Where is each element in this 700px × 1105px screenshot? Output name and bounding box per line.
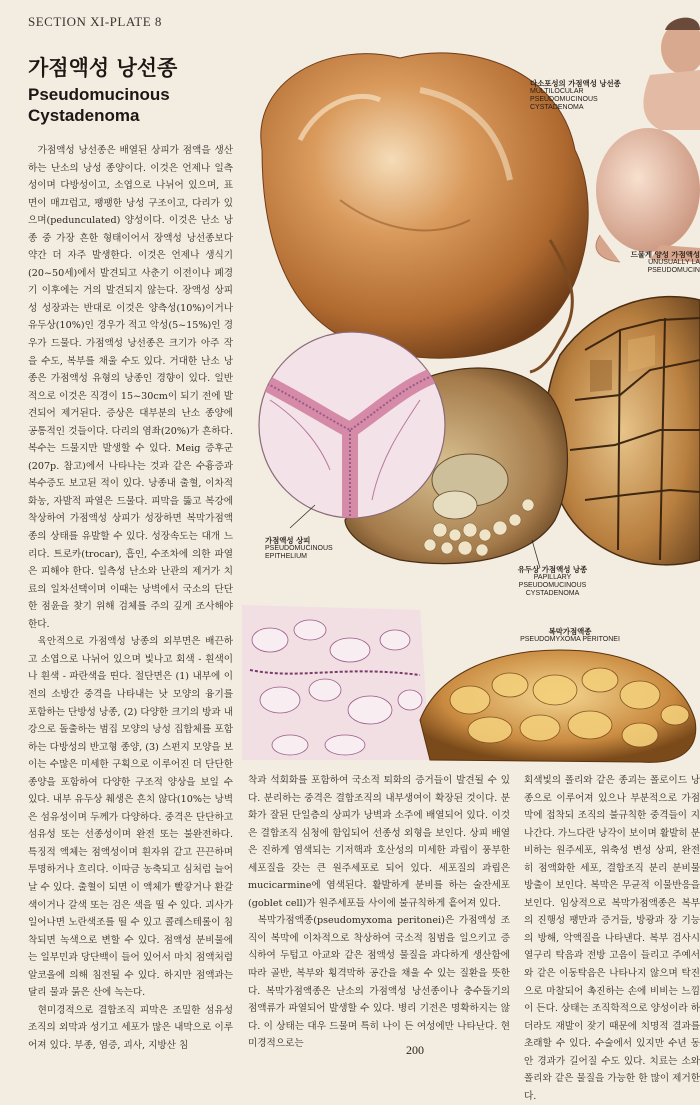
title-korean: 가점액성 낭선종 — [28, 56, 178, 80]
paragraph-microscopic: 현미경적으로 결합조직 피막은 조밀한 섬유성 조직의 외막과 성기고 세포가 많은 내막으로 이루어져 있다. 부종, 염증, 괴사, 지방산 침 — [28, 1004, 233, 1051]
label-multilocular: 다소포성의 가점액성 낭선종 MULTILOCULAR PSEUDOMUCINOUS CYSTADENOMA — [530, 79, 621, 111]
paragraph-continued: 착과 석회화를 포함하여 국소적 퇴화의 증거들이 발견될 수 있다. 분리하는 중격은 결합조직의 내부생여이 확장된 것이다. 분화가 잘된 단일층의 상피가 낭벽과 소주에 배열되어 있다. 이것은 결합조직 심청에 함입되어 선종성 외형을 보인다. 상피 배열은 진하게 염색되는 기저핵과 호산성의 미세한 과립이 풍부한 세포질을 갖는 큰 원주세포로 되어 있다. 세포질의 과립은 mucicarmine에 염색된다. 활발하게 분비를 하는 술잔세포(goblet cell)가 원주세포들 사이에 불규칙하게 흩어져 있다. — [248, 775, 510, 909]
body-column-1 — [28, 142, 233, 1054]
pseudomyxoma-micrograph — [242, 605, 430, 760]
body-column-2 — [248, 772, 510, 1053]
section-header: SECTION XI-PLATE 8 — [28, 14, 162, 29]
label-pseudomyxoma: 복막가점액종 PSEUDOMYXOMA PERITONEI — [520, 627, 620, 643]
paragraph-intro: 가점액성 낭선종은 배열된 상피가 점액을 생산하는 난소의 낭성 종양이다. 이것은 언제나 일측성이며 다방성이고, 소엽으로 나뉘어 있으며, 표면이 매끄럽고, 팽팽한 낭성 구조이고, 다리가 있으며(pedunculated) 양성이다. 이것은 난소 낭종 중 가장 흔한 형태이어서 장액성 낭선종보다 약간 더 자주 발생한다. 이것은 언제나 생식기(20~50세)에서 발견되고 사춘기 이전이나 폐경기 이후에는 거의 발견되지 않는다. 장액성 상피성 성장과는 반대로 이것은 양측성(10%)이거나 유두상(10%)인 경우가 적고 악성(5~15%)인 경우가 드물다. 가점액성 낭선종은 크기가 아주 작을 수도, 복부를 채울 수도 있다. 거대한 난소 낭종은 가점액성 유형의 낭종인 경향이 있다. 일반적으로 이것은 직경이 15~30cm이 되기 전에 발견되어 제거된다. 증상은 대부분의 난소 종양에 공통적인 것들이다. 다리의 염좌(20%)가 흔하다. 복수는 드물지만 발생할 수 있다. Meig 증후군(207p. 참고)에서 나타나는 것과 같은 수흉증과 복수증도 보고된 적이 있다. 낭종내 출혈, 이차적 화농, 자발적 파열은 드물다. 피막을 뚫고 복강에 착상하여 가점액성 상피가 성장하면 복막가점액종의 상태를 유발할 수 있다. 성장속도는 대개 느리다. 트로카(trocar), 흡인, 수조차에 의한 파열은 피해야 한다. 일측성 난소와 난관의 제거가 치료의 일차선택이며 이때는 낭벽에서 국소의 단단한 점윤을 찾기 위해 검체를 주의 깊게 조사해야 한다. — [28, 145, 233, 630]
epithelium-leader-line — [290, 505, 315, 528]
label-unusual: 드물게 양성 가점액성 UNUSUALLY LA PSEUDOMUCIN — [630, 251, 700, 274]
title-english-line1: Pseudomucinous — [28, 85, 170, 104]
title-english — [28, 84, 170, 126]
pseudomyxoma-mass — [420, 650, 696, 762]
paragraph-gross: 육안적으로 가점액성 낭종의 외부면은 배끈하고 소엽으로 나뉘어 있으며 빛나고 회색 - 흰색이나 흰색 - 파란색을 띤다. 절단면은 (1) 내부에 이전의 소방간 중격을 나타내는 낫 모양의 융기를 포함하는 단방성 낭종, (2) 다양한 크기의 방과 내강으로 돌출하는 범집 모양의 낭성 집합체를 포함하는 다방성의 반고형 종양, (3) 스펀지 모양을 보이는 수많은 미세한 구획으로 이루어진 더 단단한 종양을 포함하여 다양한 구조적 양상을 보일 수 있다. 내부 유두상 췌생은 흔치 않다(10%는 낭벽은 섬유성이며 두께가 다양하다. 중격은 단단하고 섬유성 또는 선종성이며 완전 또는 불완전하다. 특징적 액체는 점액성이며 흰자위 같고 끈끈하며 투명하거나 흐리다. 이따금 농축되고 심처럼 늘어날 수 있다. 출혈이 되면 이 액체가 빨갛거나 환갈색이거나 갈색 또는 검은 색을 띨 수 있다. 괴사가 일어나면 노란색조를 띨 수 있고 콜레스테롤이 침착되면 녹색으로 변할 수 있다. 점액성 분비물에는 일부민과 당단백이 들어 있어서 마치 점액처럼 알코올에 의해 침전될 수 있다. 하지만 점액과는 달리 물과 묽은 산에 녹는다. — [28, 636, 233, 999]
body-column-3 — [524, 772, 700, 1105]
paragraph-clinical: 회색빛의 폴리와 같은 종괴는 폴로이드 낭종으로 이루어져 있으나 부분적으로 가점막에 접착되 조직의 불규칙한 중격들이 지나간다. 가느다란 낭각이 보이며 활발히 분비하는 원주세포, 위축성 변성 상피, 완전히 점액화한 세포, 결합조직 분리 분비물 방출이 보인다. 복막은 무균적 이물반응을 보인다. 임상적으로 복막가점액종은 복부의 진행성 팽만과 증거들, 방광과 장 기능의 방해, 악액질을 나타낸다. 복부 검사시 열구리 탁음과 전방 고음이 들리고 주예서와 같은 이동탁음은 나타나지 않으며 탁진으로 마찰되어 촉진하는 손에 비비는 느낌이 든다. 상태는 조직학적으로 양성이라 하더라도 재발이 잦기 때문에 치명적 결과를 초래할 수 있다. 수술에서 있지만 수년 동안 경과가 길어질 수도 있다. 치료는 소와 폴리와 같은 물질을 가능한 한 많이 제거한다. — [524, 775, 700, 1102]
patient-figure — [596, 18, 700, 262]
title-english-line2: Cystadenoma — [28, 106, 140, 125]
label-epithelium: 가점액성 상피 PSEUDOMUCINOUS EPITHELIUM — [265, 536, 333, 560]
page-number: 200 — [406, 1043, 424, 1057]
papillary-leader-line — [532, 540, 540, 568]
label-papillary: 유두상 가점액성 낭종 PAPILLARY PSEUDOMUCINOUS CYSTADENOMA — [517, 565, 588, 597]
paragraph-pseudomyxoma: 복막가점액종(pseudomyxoma peritonei)은 가점액성 조직이 복막에 이차적으로 착상하여 국소적 침범을 일으키고 증식하여 두텁고 아교와 같은 점액성 물질을 과다하게 생산함에 따라 골반, 복부와 횡격막하 공간을 채울 수 있는 질환을 뜻한다. 복막가점액종은 난소의 가점액성 낭선종이나 충수돌기의 점액류가 파열되어 발생할 수 있다. 병리 기전은 명확하지는 않다. 이 상태는 대우 드물며 특히 나이 든 여성에만 나타난다. 현미경적으로는 — [248, 915, 510, 1050]
large-cyst-cross-section — [545, 297, 700, 565]
